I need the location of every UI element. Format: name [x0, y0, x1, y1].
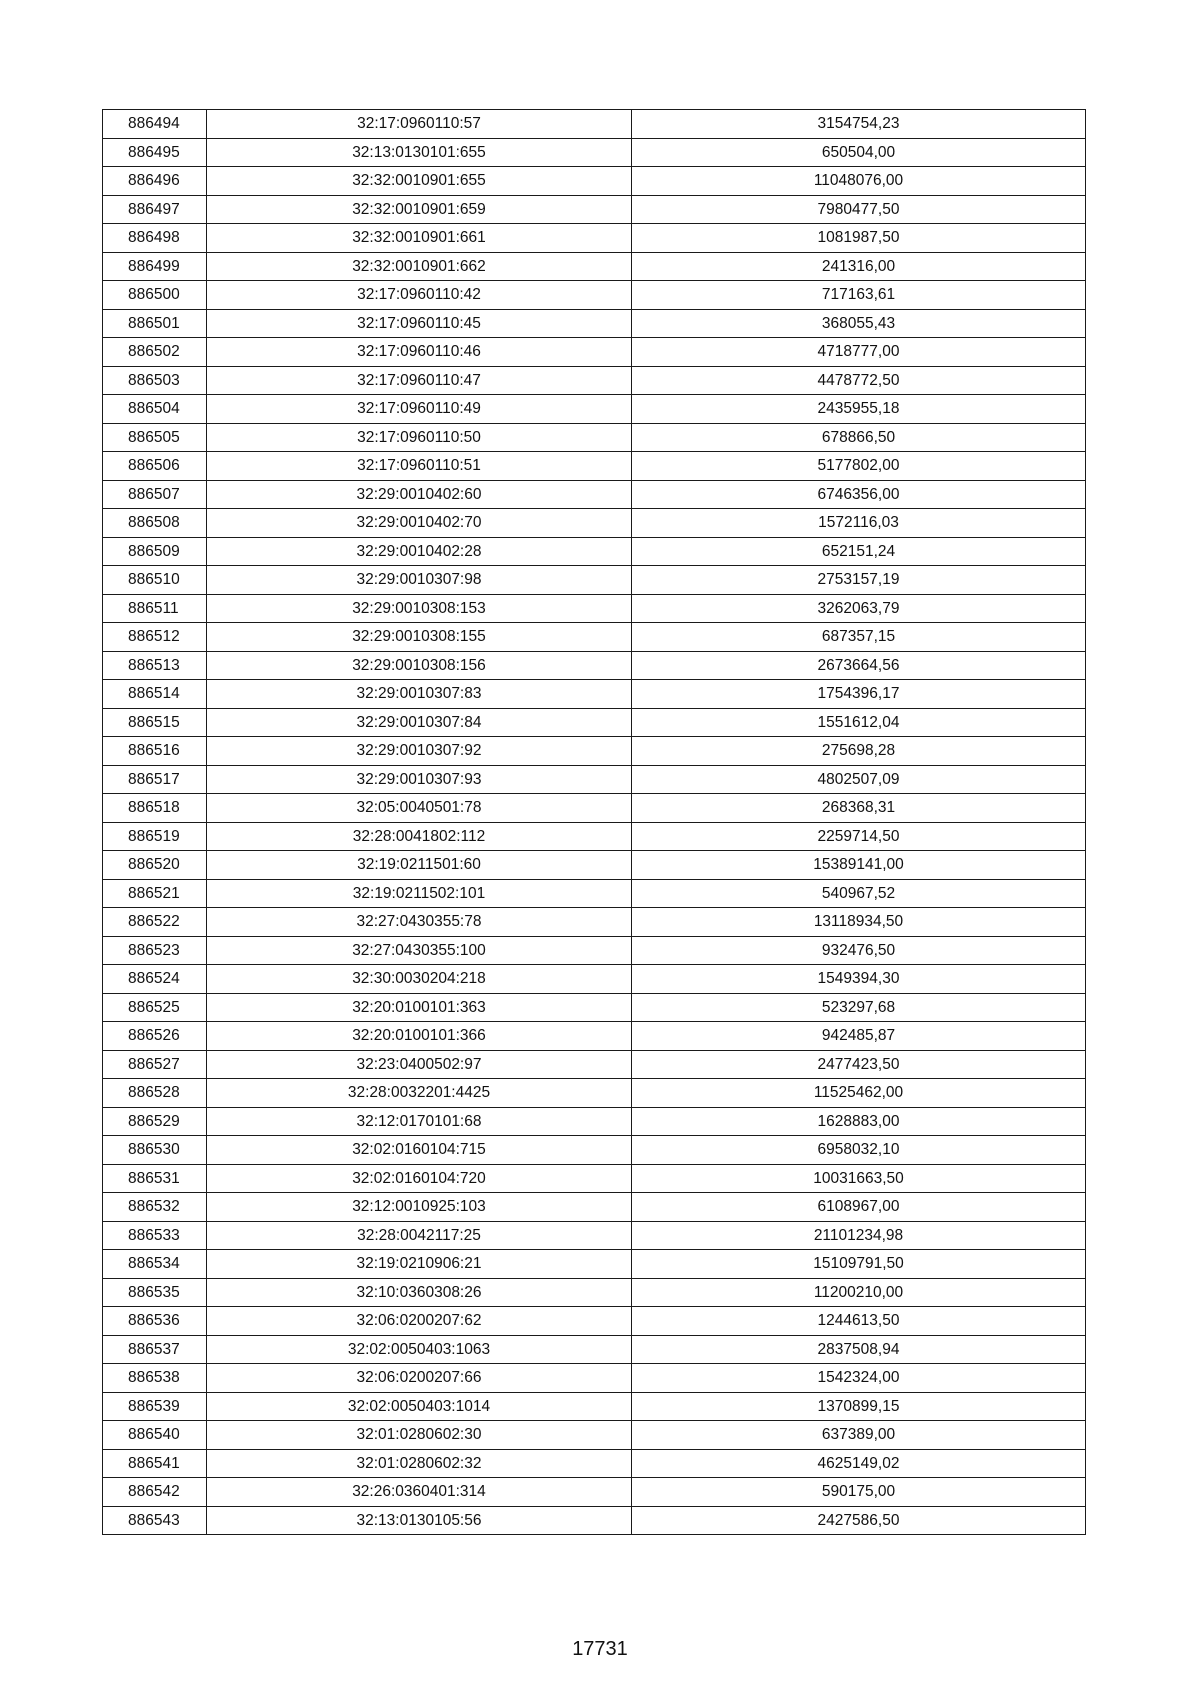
value-cell: 1549394,30 [632, 965, 1086, 994]
value-cell: 10031663,50 [632, 1164, 1086, 1193]
row-id-cell: 886499 [103, 252, 207, 281]
table-row [103, 1221, 1086, 1250]
cadastral-number-cell: 32:13:0130105:56 [207, 1506, 632, 1535]
value-cell: 2259714,50 [632, 822, 1086, 851]
value-cell: 4625149,02 [632, 1449, 1086, 1478]
cadastral-number-cell: 32:29:0010307:93 [207, 765, 632, 794]
row-id-cell: 886537 [103, 1335, 207, 1364]
cadastral-number-cell: 32:27:0430355:100 [207, 936, 632, 965]
value-cell: 1628883,00 [632, 1107, 1086, 1136]
table-row [103, 537, 1086, 566]
value-cell: 15109791,50 [632, 1250, 1086, 1279]
row-id-cell: 886538 [103, 1364, 207, 1393]
cadastral-number-cell: 32:29:0010308:155 [207, 623, 632, 652]
cadastral-number-cell: 32:02:0160104:715 [207, 1136, 632, 1165]
value-cell: 2673664,56 [632, 651, 1086, 680]
cadastral-number-cell: 32:19:0211502:101 [207, 879, 632, 908]
table-row [103, 680, 1086, 709]
cadastral-number-cell: 32:26:0360401:314 [207, 1478, 632, 1507]
value-cell: 3154754,23 [632, 110, 1086, 139]
row-id-cell: 886502 [103, 338, 207, 367]
table-row [103, 822, 1086, 851]
cadastral-number-cell: 32:13:0130101:655 [207, 138, 632, 167]
table-row [103, 737, 1086, 766]
row-id-cell: 886521 [103, 879, 207, 908]
table-row [103, 309, 1086, 338]
table-row [103, 138, 1086, 167]
value-cell: 241316,00 [632, 252, 1086, 281]
cadastral-number-cell: 32:29:0010308:156 [207, 651, 632, 680]
value-cell: 11048076,00 [632, 167, 1086, 196]
table-row [103, 338, 1086, 367]
table-row [103, 965, 1086, 994]
cadastral-number-cell: 32:20:0100101:363 [207, 993, 632, 1022]
table-row [103, 395, 1086, 424]
value-cell: 275698,28 [632, 737, 1086, 766]
row-id-cell: 886512 [103, 623, 207, 652]
table-row [103, 1449, 1086, 1478]
value-cell: 652151,24 [632, 537, 1086, 566]
table-row [103, 1250, 1086, 1279]
value-cell: 1754396,17 [632, 680, 1086, 709]
cadastral-number-cell: 32:29:0010307:98 [207, 566, 632, 595]
row-id-cell: 886527 [103, 1050, 207, 1079]
cadastral-number-cell: 32:30:0030204:218 [207, 965, 632, 994]
cadastral-number-cell: 32:06:0200207:66 [207, 1364, 632, 1393]
value-cell: 932476,50 [632, 936, 1086, 965]
table-row [103, 1392, 1086, 1421]
row-id-cell: 886505 [103, 423, 207, 452]
row-id-cell: 886540 [103, 1421, 207, 1450]
row-id-cell: 886500 [103, 281, 207, 310]
cadastral-number-cell: 32:02:0050403:1014 [207, 1392, 632, 1421]
cadastral-number-cell: 32:17:0960110:50 [207, 423, 632, 452]
row-id-cell: 886509 [103, 537, 207, 566]
table-row [103, 509, 1086, 538]
row-id-cell: 886524 [103, 965, 207, 994]
row-id-cell: 886536 [103, 1307, 207, 1336]
cadastral-number-cell: 32:17:0960110:49 [207, 395, 632, 424]
row-id-cell: 886542 [103, 1478, 207, 1507]
table-row [103, 1335, 1086, 1364]
value-cell: 942485,87 [632, 1022, 1086, 1051]
row-id-cell: 886508 [103, 509, 207, 538]
row-id-cell: 886513 [103, 651, 207, 680]
cadastral-number-cell: 32:29:0010402:70 [207, 509, 632, 538]
row-id-cell: 886525 [103, 993, 207, 1022]
cadastral-number-cell: 32:19:0210906:21 [207, 1250, 632, 1279]
cadastral-number-cell: 32:19:0211501:60 [207, 851, 632, 880]
value-cell: 2427586,50 [632, 1506, 1086, 1535]
row-id-cell: 886528 [103, 1079, 207, 1108]
cadastral-number-cell: 32:12:0170101:68 [207, 1107, 632, 1136]
value-cell: 637389,00 [632, 1421, 1086, 1450]
table-row [103, 452, 1086, 481]
value-cell: 11200210,00 [632, 1278, 1086, 1307]
row-id-cell: 886541 [103, 1449, 207, 1478]
row-id-cell: 886517 [103, 765, 207, 794]
value-cell: 6746356,00 [632, 480, 1086, 509]
cadastral-number-cell: 32:05:0040501:78 [207, 794, 632, 823]
row-id-cell: 886539 [103, 1392, 207, 1421]
table-row [103, 1278, 1086, 1307]
cadastral-number-cell: 32:29:0010307:84 [207, 708, 632, 737]
table-body [103, 110, 1086, 1535]
cadastral-number-cell: 32:32:0010901:655 [207, 167, 632, 196]
table-row [103, 281, 1086, 310]
row-id-cell: 886514 [103, 680, 207, 709]
cadastral-number-cell: 32:01:0280602:32 [207, 1449, 632, 1478]
table-row [103, 594, 1086, 623]
value-cell: 523297,68 [632, 993, 1086, 1022]
cadastral-number-cell: 32:32:0010901:659 [207, 195, 632, 224]
table-row [103, 651, 1086, 680]
data-table [102, 109, 1086, 1535]
value-cell: 1542324,00 [632, 1364, 1086, 1393]
table-row [103, 1193, 1086, 1222]
table-row [103, 908, 1086, 937]
cadastral-number-cell: 32:27:0430355:78 [207, 908, 632, 937]
row-id-cell: 886515 [103, 708, 207, 737]
table-row [103, 623, 1086, 652]
row-id-cell: 886495 [103, 138, 207, 167]
value-cell: 13118934,50 [632, 908, 1086, 937]
value-cell: 4718777,00 [632, 338, 1086, 367]
row-id-cell: 886494 [103, 110, 207, 139]
value-cell: 2435955,18 [632, 395, 1086, 424]
row-id-cell: 886501 [103, 309, 207, 338]
row-id-cell: 886522 [103, 908, 207, 937]
cadastral-number-cell: 32:29:0010307:83 [207, 680, 632, 709]
row-id-cell: 886529 [103, 1107, 207, 1136]
row-id-cell: 886532 [103, 1193, 207, 1222]
table-row [103, 1107, 1086, 1136]
table-row [103, 1307, 1086, 1336]
value-cell: 368055,43 [632, 309, 1086, 338]
cadastral-number-cell: 32:32:0010901:662 [207, 252, 632, 281]
table-row [103, 1079, 1086, 1108]
table-row [103, 252, 1086, 281]
value-cell: 678866,50 [632, 423, 1086, 452]
row-id-cell: 886504 [103, 395, 207, 424]
row-id-cell: 886511 [103, 594, 207, 623]
value-cell: 4478772,50 [632, 366, 1086, 395]
table-row [103, 993, 1086, 1022]
row-id-cell: 886518 [103, 794, 207, 823]
cadastral-number-cell: 32:10:0360308:26 [207, 1278, 632, 1307]
cadastral-number-cell: 32:17:0960110:45 [207, 309, 632, 338]
cadastral-number-cell: 32:28:0042117:25 [207, 1221, 632, 1250]
table-row [103, 1164, 1086, 1193]
value-cell: 7980477,50 [632, 195, 1086, 224]
cadastral-number-cell: 32:28:0041802:112 [207, 822, 632, 851]
row-id-cell: 886523 [103, 936, 207, 965]
cadastral-number-cell: 32:17:0960110:57 [207, 110, 632, 139]
value-cell: 21101234,98 [632, 1221, 1086, 1250]
table-row [103, 1478, 1086, 1507]
value-cell: 6108967,00 [632, 1193, 1086, 1222]
table-row [103, 708, 1086, 737]
row-id-cell: 886507 [103, 480, 207, 509]
value-cell: 268368,31 [632, 794, 1086, 823]
cadastral-number-cell: 32:29:0010308:153 [207, 594, 632, 623]
value-cell: 2837508,94 [632, 1335, 1086, 1364]
table-row [103, 566, 1086, 595]
cadastral-number-cell: 32:32:0010901:661 [207, 224, 632, 253]
table-row [103, 110, 1086, 139]
value-cell: 1572116,03 [632, 509, 1086, 538]
cadastral-number-cell: 32:12:0010925:103 [207, 1193, 632, 1222]
value-cell: 650504,00 [632, 138, 1086, 167]
table-row [103, 936, 1086, 965]
row-id-cell: 886510 [103, 566, 207, 595]
table-row [103, 167, 1086, 196]
row-id-cell: 886526 [103, 1022, 207, 1051]
value-cell: 11525462,00 [632, 1079, 1086, 1108]
cadastral-number-cell: 32:17:0960110:47 [207, 366, 632, 395]
page-number: 17731 [572, 1638, 628, 1660]
cadastral-number-cell: 32:29:0010307:92 [207, 737, 632, 766]
value-cell: 6958032,10 [632, 1136, 1086, 1165]
value-cell: 717163,61 [632, 281, 1086, 310]
value-cell: 1081987,50 [632, 224, 1086, 253]
cadastral-number-cell: 32:28:0032201:4425 [207, 1079, 632, 1108]
value-cell: 540967,52 [632, 879, 1086, 908]
table-row [103, 1022, 1086, 1051]
table-row [103, 794, 1086, 823]
table-row [103, 851, 1086, 880]
cadastral-number-cell: 32:23:0400502:97 [207, 1050, 632, 1079]
table-row [103, 423, 1086, 452]
value-cell: 687357,15 [632, 623, 1086, 652]
cadastral-number-cell: 32:29:0010402:60 [207, 480, 632, 509]
cadastral-number-cell: 32:17:0960110:46 [207, 338, 632, 367]
value-cell: 2477423,50 [632, 1050, 1086, 1079]
cadastral-number-cell: 32:20:0100101:366 [207, 1022, 632, 1051]
row-id-cell: 886535 [103, 1278, 207, 1307]
table-row [103, 765, 1086, 794]
value-cell: 1244613,50 [632, 1307, 1086, 1336]
cadastral-number-cell: 32:02:0050403:1063 [207, 1335, 632, 1364]
row-id-cell: 886534 [103, 1250, 207, 1279]
value-cell: 590175,00 [632, 1478, 1086, 1507]
value-cell: 4802507,09 [632, 765, 1086, 794]
cadastral-number-cell: 32:02:0160104:720 [207, 1164, 632, 1193]
row-id-cell: 886519 [103, 822, 207, 851]
row-id-cell: 886533 [103, 1221, 207, 1250]
row-id-cell: 886498 [103, 224, 207, 253]
row-id-cell: 886497 [103, 195, 207, 224]
table-row [103, 1136, 1086, 1165]
row-id-cell: 886520 [103, 851, 207, 880]
row-id-cell: 886496 [103, 167, 207, 196]
table-row [103, 1050, 1086, 1079]
table-row [103, 224, 1086, 253]
table-row [103, 366, 1086, 395]
table-row [103, 1421, 1086, 1450]
table-row [103, 195, 1086, 224]
value-cell: 1370899,15 [632, 1392, 1086, 1421]
row-id-cell: 886543 [103, 1506, 207, 1535]
row-id-cell: 886531 [103, 1164, 207, 1193]
cadastral-number-cell: 32:17:0960110:42 [207, 281, 632, 310]
value-cell: 15389141,00 [632, 851, 1086, 880]
value-cell: 3262063,79 [632, 594, 1086, 623]
value-cell: 5177802,00 [632, 452, 1086, 481]
value-cell: 1551612,04 [632, 708, 1086, 737]
table-row [103, 480, 1086, 509]
cadastral-number-cell: 32:17:0960110:51 [207, 452, 632, 481]
row-id-cell: 886530 [103, 1136, 207, 1165]
value-cell: 2753157,19 [632, 566, 1086, 595]
row-id-cell: 886503 [103, 366, 207, 395]
row-id-cell: 886516 [103, 737, 207, 766]
row-id-cell: 886506 [103, 452, 207, 481]
table-row [103, 879, 1086, 908]
cadastral-number-cell: 32:29:0010402:28 [207, 537, 632, 566]
cadastral-number-cell: 32:06:0200207:62 [207, 1307, 632, 1336]
table-row [103, 1364, 1086, 1393]
cadastral-number-cell: 32:01:0280602:30 [207, 1421, 632, 1450]
table-row [103, 1506, 1086, 1535]
